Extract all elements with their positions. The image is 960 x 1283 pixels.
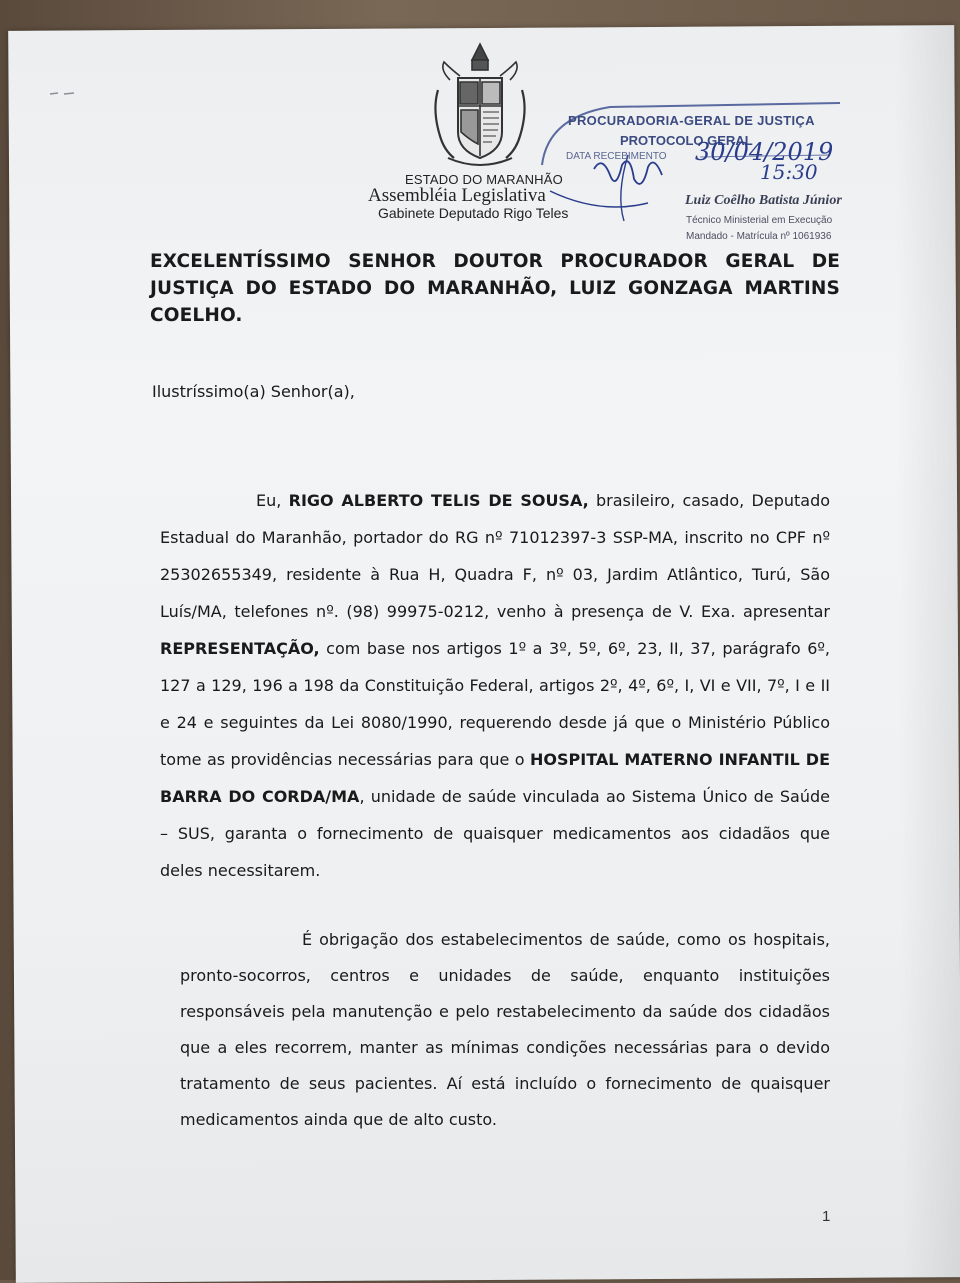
- addressee-heading: EXCELENTÍSSIMO SENHOR DOUTOR PROCURADOR GERAL DE JUSTIÇA DO ESTADO DO MARANHÃO, LUIZ GONZAGA MARTINS COELHO.: [150, 251, 840, 326]
- page-number: 1: [822, 1208, 831, 1225]
- stamp-officer-name: Luiz Coêlho Batista Júnior: [685, 193, 842, 208]
- stamp-date-label: DATA RECEBIMENTO: [566, 151, 667, 162]
- paragraph-text-c: , unidade de saúde vinculada ao Sistema Único de Saúde – SUS, garanta o fornecimento de quaisquer medicamentos aos cidadãos que deles necessitarem.: [160, 787, 830, 880]
- stamp-date-handwritten: 30/04/2019: [695, 138, 834, 166]
- paragraph-representation: [160, 482, 830, 889]
- assembly-header: Assembléia Legislativa: [368, 185, 546, 206]
- paragraph-text-a: brasileiro, casado, Deputado Estadual do Maranhão, portador do RG nº 71012397-3 SSP-MA, inscrito no CPF nº 25302655349, residente à Rua H, Quadra F, nº 03, Jardim Atlântico, Turú, São Luís/MA, telefones nº. (98) 99975-0212, venho à presença de V. Exa. apresentar: [160, 491, 831, 621]
- stamp-time-handwritten: 15:30: [760, 160, 818, 184]
- hospital-name: HOSPITAL MATERNO INFANTIL DE BARRA DO CORDA/MA: [160, 750, 830, 806]
- paragraph-obligation: É obrigação dos estabelecimentos de saúde, como os hospitais, pronto-socorros, centros e unidades de saúde, enquanto instituições responsáveis pela manutenção e pelo restabelecimento da saúde dos cidadãos que a eles recorrem, manter as mínimas condições necessárias para o devido tratamento de seus pacientes. Aí está incluído o fornecimento de quaisquer medicamentos ainda que de alto custo.: [180, 930, 830, 1129]
- stamp-title: PROCURADORIA-GERAL DE JUSTIÇA: [568, 113, 815, 128]
- greeting: Ilustríssimo(a) Senhor(a),: [152, 382, 355, 401]
- stamp-officer-role: Técnico Ministerial em Execução: [686, 215, 833, 226]
- stamp-subtitle: PROTOCOLO GERAL: [620, 133, 753, 148]
- representative-name: RIGO ALBERTO TELIS DE SOUSA,: [288, 491, 589, 510]
- cabinet-header: Gabinete Deputado Rigo Teles: [378, 205, 569, 221]
- representation-keyword: REPRESENTAÇÃO,: [160, 639, 320, 658]
- pencil-mark-icon: [48, 88, 78, 98]
- coat-of-arms-icon: [430, 40, 530, 170]
- stamp-officer-registration: Mandado - Matrícula nº 1061936: [686, 231, 832, 242]
- paragraph-text-b: com base nos artigos 1º a 3º, 5º, 6º, 23, II, 37, parágrafo 6º, 127 a 129, 196 a 198 da Constituição Federal, artigos 2º, 4º, 6º, I, VI e VII, 7º, I e II e 24 e seguintes da Lei 8080/1990, requerendo desde já que o Ministério Público tome as providências necessárias para que o: [160, 639, 830, 769]
- state-header: ESTADO DO MARANHÃO: [405, 172, 563, 187]
- paragraph-lead: Eu,: [256, 491, 289, 510]
